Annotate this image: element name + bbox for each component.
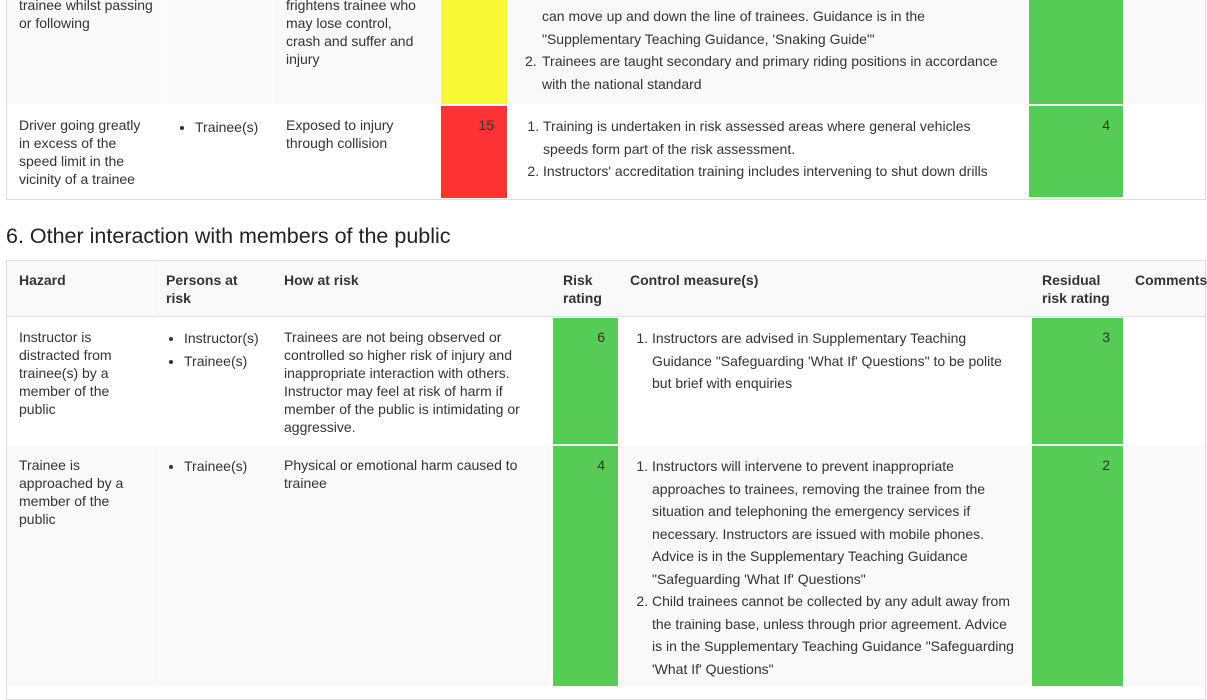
control-measure-item: 2. Instructors' accreditation training includes intervening to shut down drills	[543, 160, 1017, 183]
row-control-cell	[618, 318, 1030, 444]
residual-risk-rating: 2	[1032, 446, 1123, 686]
header-divider	[7, 316, 1205, 317]
top-row2-residual-rating: 4	[1029, 106, 1123, 197]
row-comments-cell	[1125, 318, 1205, 444]
top-row2-risk-rating: 15	[441, 106, 507, 198]
row-control-cell	[618, 446, 1030, 686]
header-risk-rating: Risk rating	[551, 261, 618, 316]
control-measure-item: 2. Trainees are taught secondary and primary riding positions in accordance with the national standard	[525, 53, 998, 92]
header-persons-at-risk: Persons at risk	[154, 261, 272, 316]
top-row2-hazard-cell	[7, 106, 165, 199]
header-residual-risk-rating: Residual risk rating	[1030, 261, 1123, 316]
top-row2-persons-cell	[167, 106, 272, 199]
row-persons-cell	[154, 318, 272, 444]
control-measures-list	[618, 318, 1016, 395]
top-row1-persons-cell	[167, 0, 272, 104]
persons-item: • Trainee(s)	[195, 116, 272, 139]
persons-list	[167, 106, 272, 139]
row-how-cell	[272, 446, 551, 686]
header-comments: Comments	[1123, 261, 1205, 316]
row-hazard-cell	[7, 446, 153, 686]
hazard-text: Instructor is distracted from trainee(s) by a member of the public	[19, 329, 112, 417]
top-row2-how-cell	[274, 106, 440, 199]
row-comments-cell	[1125, 446, 1205, 686]
row-persons-cell	[154, 446, 272, 686]
top-row2-control-cell	[509, 106, 1027, 199]
persons-item: • Trainee(s)	[184, 455, 272, 478]
control-measure-continued: can move up and down the line of trainees. Guidance is in the "Supplementary Teaching Guidance, 'Snaking Guide'"	[542, 8, 925, 47]
persons-item: • Trainee(s)	[184, 350, 272, 373]
risk-rating: 4	[553, 446, 618, 686]
control-measure-item: 1. Instructors will intervene to prevent inappropriate approaches to trainees, removing the trainee from the situation and telephoning the emergency services if necessary. Instructors are issued with mobile phones. Advice is in the Supplementary Teaching Guidance "Safeguarding 'What If' Questions"	[652, 455, 1020, 590]
control-measures-list	[618, 446, 1020, 680]
top-row1-how-cell	[274, 0, 440, 104]
control-measure-item: 1. Instructors are advised in Supplementary Teaching Guidance "Safeguarding 'What If' Questions" to be polite but brief with enquiries	[652, 327, 1016, 395]
persons-item: • Instructor(s)	[184, 327, 272, 350]
how-at-risk-text: Trainees are not being observed or controlled so higher risk of injury and inappropriate interaction with others. Instructor may feel at risk of harm if member of the public is intimidating or aggressive.	[284, 329, 520, 435]
persons-list	[154, 446, 272, 478]
section-heading: 6. Other interaction with members of the public	[6, 224, 451, 248]
risk-rating: 6	[553, 318, 618, 444]
hazard-text: trainee whilst passing or following	[19, 0, 153, 31]
row-how-cell	[272, 318, 551, 444]
control-measure-item: 1. Training is undertaken in risk assessed areas where general vehicles speeds form part of the risk assessment.	[543, 115, 1017, 160]
header-how-at-risk: How at risk	[272, 261, 551, 316]
top-row1-risk-rating	[441, 0, 507, 104]
how-at-risk-text: Physical or emotional harm caused to trainee	[284, 457, 518, 491]
hazard-text: Trainee is approached by a member of the public	[19, 457, 124, 527]
header-control-measures: Control measure(s)	[618, 261, 1030, 316]
how-at-risk-text: frightens trainee who may lose control, crash and suffer and injury	[286, 0, 416, 67]
header-hazard: Hazard	[7, 261, 153, 316]
top-row1-comments-cell	[1125, 0, 1205, 104]
residual-risk-rating: 3	[1032, 318, 1123, 444]
persons-list	[154, 318, 272, 373]
hazard-text: Driver going greatly in excess of the speed limit in the vicinity of a trainee	[19, 117, 141, 187]
control-measure-item: 2. Child trainees cannot be collected by any adult away from the training base, unless through prior agreement. Advice is in the Supplementary Teaching Guidance "Safeguarding 'What If' Questions"	[652, 590, 1020, 680]
top-row1-hazard-cell	[7, 0, 165, 104]
top-row1-residual-rating	[1029, 0, 1123, 104]
control-measures-list	[509, 106, 1017, 183]
how-at-risk-text: Exposed to injury through collision	[286, 117, 394, 151]
top-row2-comments-cell	[1125, 106, 1205, 199]
top-row1-control-cell	[509, 0, 1027, 104]
row-hazard-cell	[7, 318, 153, 444]
